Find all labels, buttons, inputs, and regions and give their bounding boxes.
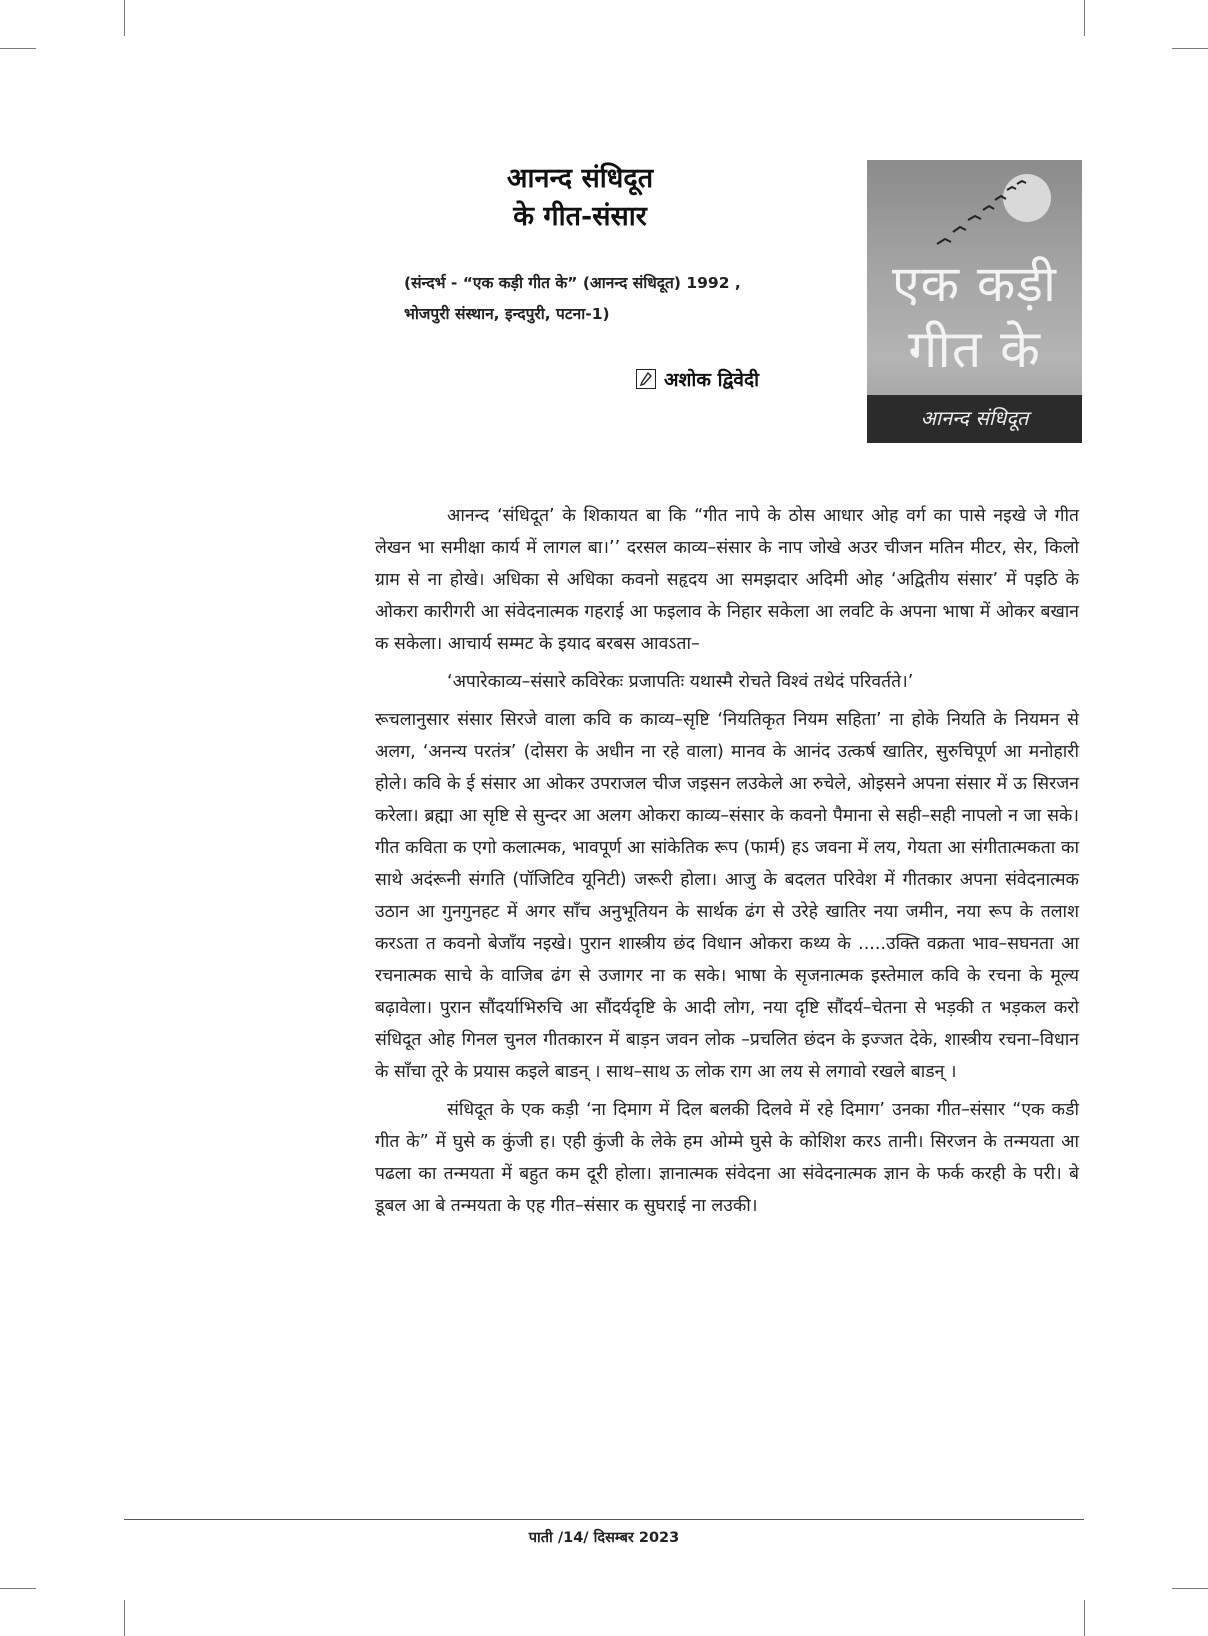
cover-title-line-1: एक कड़ी xyxy=(891,255,1058,313)
paragraph-3: संधिदूत के एक कड़ी ‘ना दिमाग में दिल बलकी दिलवे में रहे दिमाग’ उनका गीत–संसार “एक कडी गीत के” में घुसे क कुंजी ह। एही कुंजी के लेके हम ओम्मे घुसे के कोशिश करऽ तानी। सिरजन के तन्मयता आ पढला का तन्मयता में बहुत कम दूरी होला। ज्ञानात्मक संवेदना आ संवेदनात्मक ज्ञान के फर्क करही के परी। बे डूबल आ बे तन्मयता के एह गीत–संसार क सुघराई ना लउकी। xyxy=(375,1100,1079,1216)
paragraph-2: रूचलानुसार संसार सिरजे वाला कवि क काव्य–सृष्टि ‘नियतिकृत नियम सहिता’ ना होके नियति के नियमन से अलग, ‘अनन्य परतंत्र’ (दोसरा के अधीन ना रहे वाला) मानव के आनंद उत्कर्ष खातिर, सुरुचिपूर्ण आ मनोहारी होले। कवि के ई संसार आ ओकर उपराजल चीज जइसन लउकेले आ रुचेले, ओइसने अपना संसार में ऊ सिरजन करेला। ब्रह्मा आ सृष्टि से सुन्दर आ अलग ओकरा काव्य–संसार के कवनो पैमाना से सही–सही नापलो न जा सके। गीत कविता क एगो कलात्मक, भावपूर्ण आ सांकेतिक रूप (फार्म) हऽ जवना में लय, गेयता आ संगीतात्मकता का साथे अदंरूनी संगति (पॉजिटिव यूनिटी) जरूरी होला। आजु के बदलत परिवेश में गीतकार अपना संवेदनात्मक उठान आ गुनगुनहट में अगर साँच अनुभूतियन के सार्थक ढंग से उरेहे खातिर नया जमीन, नया रूप के तलाश करऽता त कवनो बेजाँय नइखे। पुरान शास्त्रीय छंद विधान ओकरा कथ्य के .....उक्ति वक्रता भाव–सघनता आ रचनात्मक साचे के वाजिब ढंग से उजागर ना क सके। भाषा के सृजनात्मक इस्तेमाल कवि के रचना के मूल्य बढ़ावेला। पुरान सौंदर्याभिरुचि आ सौंदर्यदृष्टि के आदी लोग, नया दृष्टि सौंदर्य–चेतना से भड़की त भड़कल करो संधिदूत ओह गिनल चुनल गीतकारन में बाड़न जवन लोक –प्रचलित छंदन के इज्जत देके, शास्त्रीय रचना–विधान के साँचा तूरे के प्रयास कइले बाडन् । साथ–साथ ऊ लोक राग आ लय से लगावो रखले बाडन् । xyxy=(375,710,1079,1082)
reference-note xyxy=(404,268,834,330)
crop-mark xyxy=(1084,1600,1085,1636)
sanskrit-quote: ‘अपारेकाव्य–संसारे कविरेकः प्रजापतिः यथास्मै रोचते विश्वं तथेदं परिवर्तते।’ xyxy=(447,672,914,692)
crop-mark xyxy=(1172,1588,1208,1589)
cover-author-name: आनन्द संधिदूत xyxy=(920,406,1029,430)
paragraph-1: आनन्द ‘संधिदूत’ के शिकायत बा कि “गीत नापे के ठोस आधार ओह वर्ग का पासे नइखे जे गीत लेखन भा समीक्षा कार्य में लागल बा।’’ दरसल काव्य–संसार के नाप जोखे अउर चीजन मतिन मीटर, सेर, किलो ग्राम से ना होखे। अधिका से अधिका कवनो सहृदय आ समझदार अदिमी ओह ‘अद्वितीय संसार’ में पइठि के ओकरा कारीगरी आ संवेदनात्मक गहराई आ फइलाव के निहार सकेला आ लवटि के अपना भाषा में ओकर बखान क सकेला। आचार्य सम्मट के इयाद बरबस आवऽता– xyxy=(375,506,1079,654)
crop-mark xyxy=(1172,48,1208,49)
cover-moon xyxy=(1003,174,1051,222)
pen-icon xyxy=(636,369,656,389)
reference-line-1: (संन्दर्भ - “एक कड़ी गीत के” (आनन्द संधिदूत) 1992 , xyxy=(404,274,741,292)
bird-icon xyxy=(983,206,994,210)
reference-line-2: भोजपुरी संस्थान, इन्दपुरी, पटना-1) xyxy=(404,305,610,323)
book-cover-image xyxy=(867,160,1082,443)
crop-mark xyxy=(0,48,36,49)
bird-icon xyxy=(953,227,966,232)
crop-mark xyxy=(124,1600,125,1636)
title-line-2: के गीत-संसार xyxy=(513,201,647,232)
page-footer: पाती /14/ दिसम्बर 2023 xyxy=(528,1530,680,1546)
cover-title-line-2: गीत के xyxy=(908,320,1041,380)
author-byline xyxy=(636,366,759,392)
article-title xyxy=(420,160,740,236)
author-name: अशोक द्विवेदी xyxy=(664,369,759,391)
article-body xyxy=(375,500,1079,1228)
title-line-1: आनन्द संधिदूत xyxy=(506,163,654,194)
bird-icon xyxy=(968,216,981,220)
crop-mark xyxy=(0,1588,36,1589)
crop-mark xyxy=(124,0,125,36)
footer-divider xyxy=(124,1519,1084,1520)
crop-mark xyxy=(1084,0,1085,36)
bird-icon xyxy=(937,239,951,244)
